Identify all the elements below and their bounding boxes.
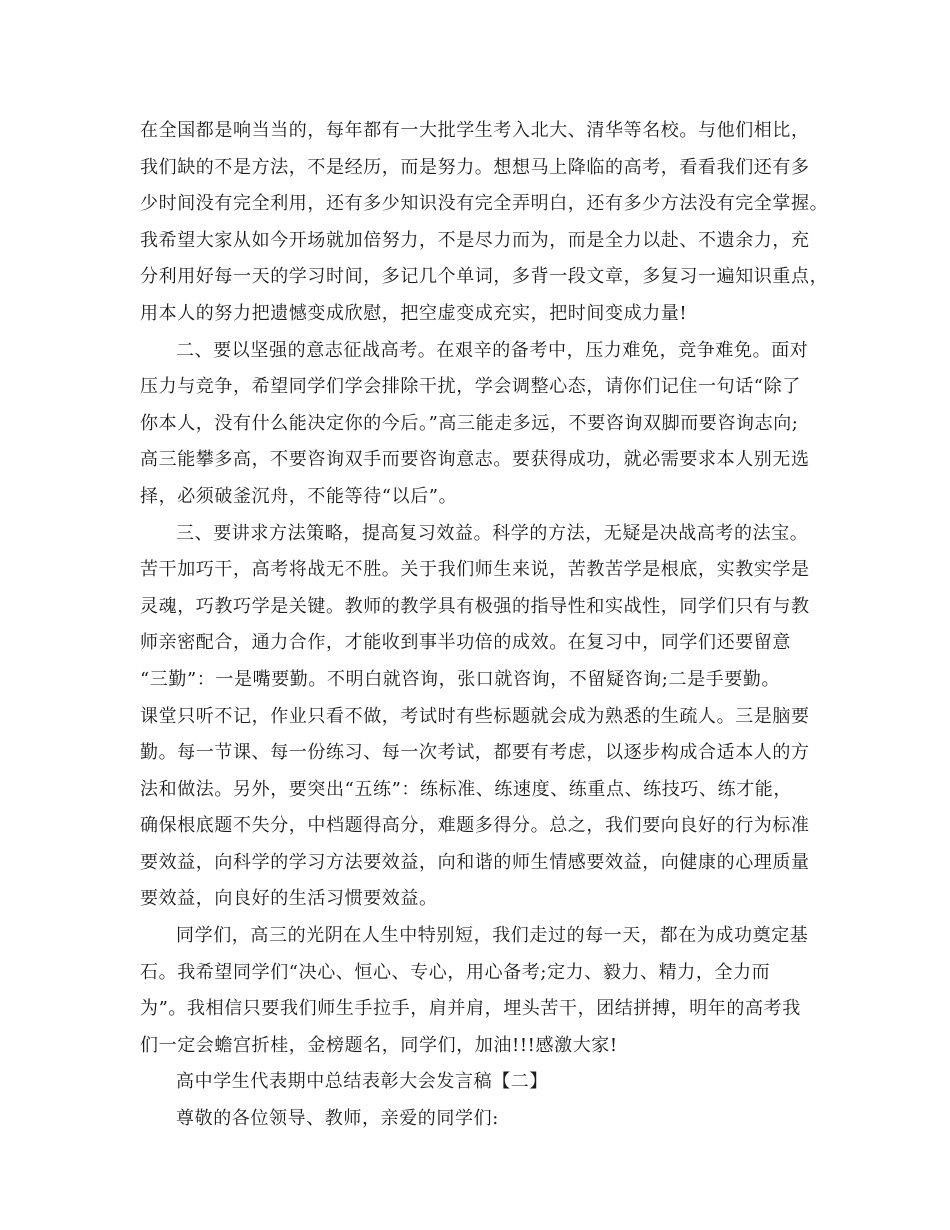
text-line: 二、要以坚强的意志征战高考。在艰辛的备考中，压力难免，竞争难免。面对 — [176, 339, 809, 361]
text-line: 你本人，没有什么能决定你的今后。”高三能走多远，不要咨询双脚而要咨询志向; — [140, 412, 799, 434]
text-line: 用本人的努力把遗憾变成欣慰，把空虚变成充实，把时间变成力量! — [140, 302, 688, 324]
text-line: 我希望大家从如今开场就加倍努力，不是尽力而为，而是全力以赴、不遗余力，充 — [140, 229, 810, 251]
text-line: 在全国都是响当当的，每年都有一大批学生考入北大、清华等名校。与他们相比， — [140, 120, 810, 141]
text-line: 我们缺的不是方法，不是经历，而是努力。想想马上降临的高考，看看我们还有多 — [140, 156, 810, 178]
text-line: 分利用好每一天的学习时间，多记几个单词，多背一段文章，多复习一遍知识重点， — [140, 266, 829, 288]
text-line: 苦干加巧干，高考将战无不胜。关于我们师生来说，苦教苦学是根底，实教实学是 — [140, 559, 810, 581]
text-line: 们一定会蟾宫折桂，金榜题名，同学们，加油!!!感激大家! — [140, 1034, 618, 1056]
text-line: 尊敬的各位领导、教师，亲爱的同学们: — [176, 1108, 499, 1130]
text-line: 同学们，高三的光阴在人生中特别短，我们走过的每一天，都在为成功奠定基 — [176, 925, 809, 947]
text-line: 少时间没有完全利用，还有多少知识没有完全弄明白，还有多少方法没有完全掌握。 — [140, 193, 829, 215]
text-line: 高三能攀多高，不要咨询双手而要咨询意志。要获得成功，就必需要求本人别无选 — [140, 449, 810, 471]
text-line: 要效益，向良好的生活习惯要效益。 — [140, 888, 438, 910]
text-line: 课堂只听不记，作业只看不做，考试时有些标题就会成为熟悉的生疏人。三是脑要 — [140, 705, 810, 727]
text-line: 要效益，向科学的学习方法要效益，向和谐的师生情感要效益，向健康的心理质量 — [140, 851, 810, 873]
text-line: 确保根底题不失分，中档题得高分，难题多得分。总之，我们要向良好的行为标准 — [140, 815, 810, 837]
text-line: 法和做法。另外，要突出“五练”：练标准、练速度、练重点、练技巧、练才能， — [140, 778, 793, 800]
text-line: 压力与竞争，希望同学们学会排除干扰，学会调整心态，请你们记住一句话“除了 — [140, 376, 801, 398]
text-line: 高中学生代表期中总结表彰大会发言稿【二】 — [176, 1071, 548, 1093]
text-line: 为”。我相信只要我们师生手拉手，肩并肩，埋头苦干，团结拼搏，明年的高考我 — [140, 998, 801, 1020]
text-line: 石。我希望同学们“决心、恒心、专心，用心备考;定力、毅力、精力，全力而 — [140, 961, 771, 983]
text-line: 勤。每一节课、每一份练习、每一次考试，都要有考虑，以逐步构成合适本人的方 — [140, 742, 810, 764]
text-line: 择，必须破釜沉舟，不能等待“以后”。 — [140, 485, 458, 507]
text-line: 师亲密配合，通力合作，才能收到事半功倍的成效。在复习中，同学们还要留意 — [140, 632, 791, 654]
text-line: 灵魂，巧教巧学是关键。教师的教学具有极强的指导性和实战性，同学们只有与教 — [140, 595, 810, 617]
text-line: “三勤”：一是嘴要勤。不明白就咨询，张口就咨询，不留疑咨询;二是手要勤。 — [140, 668, 781, 690]
text-line: 三、要讲求方法策略，提高复习效益。科学的方法，无疑是决战高考的法宝。 — [176, 522, 809, 544]
document-body — [140, 113, 829, 1138]
